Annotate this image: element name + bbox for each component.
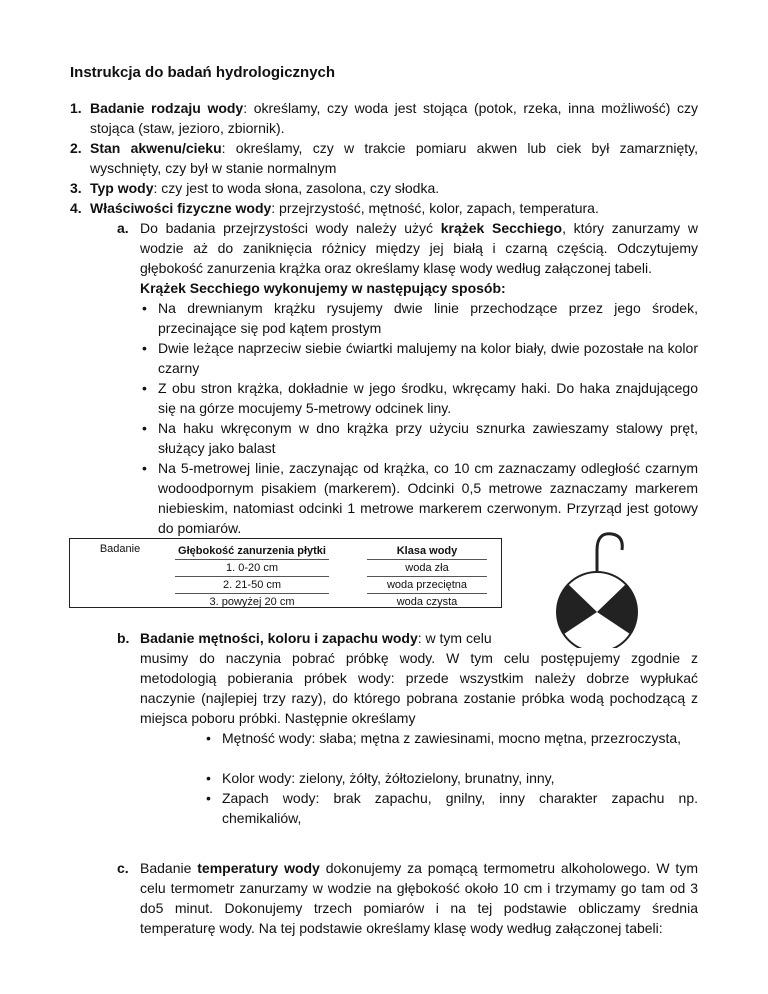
list-item [206,788,698,828]
bullet-icon: • [142,380,147,396]
bullet-icon: • [206,730,211,746]
bullet-text: Na drewnianym krążku rysujemy dwie linie przechodzące przez jego środek, przecinające się pod kątem prostym [158,300,698,336]
list-item [142,338,698,378]
list-item [70,138,698,178]
table-column-class [367,543,487,610]
sub-b-paragraph: musimy do naczynia pobrać próbkę wody. W tym celu postępujemy zgodnie z metodologią pobierania próbek wody: przede wszystkim należy dobrze wypłukać naczynie (najlepiej trzy razy), do którego pobrana zostanie próbka wodą pochodzącą z miejsca poboru próbki. Następnie określamy [140,650,698,726]
sub-b-bold: Badanie mętności, koloru i zapachu wody [140,630,418,646]
table-column-depth [175,543,329,610]
bullet-text: Na haku wkręconym w dno krążka przy użyciu sznurka zawieszamy stalowy pręt, służący jako balast [158,420,698,456]
table-cell: 2. 21-50 cm [175,577,329,594]
item-number: 4. [70,200,82,216]
bullet-text: Kolor wody: zielony, żółty, żółtozielony, brunatny, inny, [222,770,555,786]
list-item [142,458,698,538]
list-item [206,728,698,748]
list-item [70,178,698,198]
bullet-text: Zapach wody: brak zapachu, gnilny, inny charakter zapachu np. chemikaliów, [222,790,698,826]
list-item [142,418,698,458]
table-cell: 1. 0-20 cm [175,560,329,577]
item-number: 3. [70,180,82,196]
item-text: : określamy, czy woda jest stojąca (potok, rzeka, inna możliwość) czy stojąca (staw, jezioro, zbiornik). [90,100,698,136]
sub-c-text-start: Badanie [140,860,198,876]
water-class-table [69,538,502,608]
sub-b-text-start: : w tym celu [417,630,492,646]
doc-title: Instrukcja do badań hydrologicznych [70,64,336,81]
item-text: : przejrzystość, mętność, kolor, zapach, temperatura. [271,200,599,216]
item-label: Badanie rodzaju wody [90,100,244,116]
sub-a-text-rest: , który zanurzamy w wodzie aż do zaniknięcia różnicy między jej białą i czarną częścią. Odczytujemy głębokość zanurzenia krążka oraz określamy klasę wody według załączonej tabeli. [140,220,698,276]
sub-a-heading: Krążek Secchiego wykonujemy w następujący sposób: [140,280,506,296]
table-header: Głębokość zanurzenia płytki [175,543,329,560]
table-row-label: Badanie [99,543,141,555]
table-cell: woda czysta [396,596,458,608]
bullet-text: Z obu stron krążka, dokładnie w jego środku, wkręcamy haki. Do haka znajdującego się na górze mocujemy 5-metrowy odcinek liny. [158,380,698,416]
item-label: Stan akwenu/cieku [90,140,222,156]
item-number: 1. [70,100,82,116]
table-header: Klasa wody [367,543,487,560]
bullet-text: Dwie leżące naprzeciw siebie ćwiartki malujemy na kolor biały, dwie pozostałe na kolor czarny [158,340,698,376]
table-cell: woda zła [367,560,487,577]
table-cell: woda przeciętna [367,577,487,594]
sub-b-first-line [140,628,492,648]
bullet-icon: • [142,300,147,316]
list-item [70,98,698,138]
sub-c-paragraph [140,858,698,938]
item-label: Właściwości fizyczne wody [90,200,272,216]
bullet-icon: • [142,340,147,356]
table-cell: 3. powyżej 20 cm [209,596,295,608]
item-text: : określamy, czy w trakcie pomiaru akwen lub ciek był zamarznięty, wyschnięty, czy był w stanie normalnym [90,140,698,176]
bullet-icon: • [142,460,147,476]
item-number: 2. [70,140,82,156]
bullet-text: Na 5-metrowej linie, zaczynając od krążka, co 10 cm zaznaczamy odległość czarnym wodoodpornym pisakiem (markerem). Odcinki 0,5 metrowe zaznaczamy markerem niebieskim, natomiast odcinki 1 metrowe markerem czerwonym. Przyrząd jest gotowy do pomiarów. [158,460,698,536]
list-item [142,378,698,418]
list-item [142,298,698,338]
sub-c-text-rest: dokonujemy za pomącą termometru alkoholowego. W tym celu termometr zanurzamy w wodzie na głębokość około 10 cm i trzymamy go tam od 3 do5 minut. Dokonujemy trzech pomiarów i na tej podstawie obliczamy średnia temperaturę wody. Na tej podstawie określamy klasę wody według załączonej tabeli: [140,860,698,936]
sub-a-text: Do badania przejrzystości wody należy użyć [140,220,441,236]
sub-c-bold: temperatury wody [197,860,320,876]
bullet-icon: • [206,770,211,786]
sub-c-letter: c. [117,860,129,876]
list-item [70,198,698,218]
sub-b-letter: b. [117,630,130,646]
sub-a-bold: krążek Secchiego [440,220,563,236]
bullet-text: Mętność wody: słaba; mętna z zawiesinami, mocno mętna, przezroczysta, [222,730,682,746]
sub-a-letter: a. [117,220,129,236]
item-label: Typ wody [90,180,154,196]
bullet-icon: • [142,420,147,436]
sub-a-paragraph [140,218,698,278]
item-text: : czy jest to woda słona, zasolona, czy słodka. [153,180,440,196]
bullet-icon: • [206,790,211,806]
list-item [206,768,698,788]
secchi-disk-illustration [548,528,646,648]
numbered-list [70,98,698,218]
